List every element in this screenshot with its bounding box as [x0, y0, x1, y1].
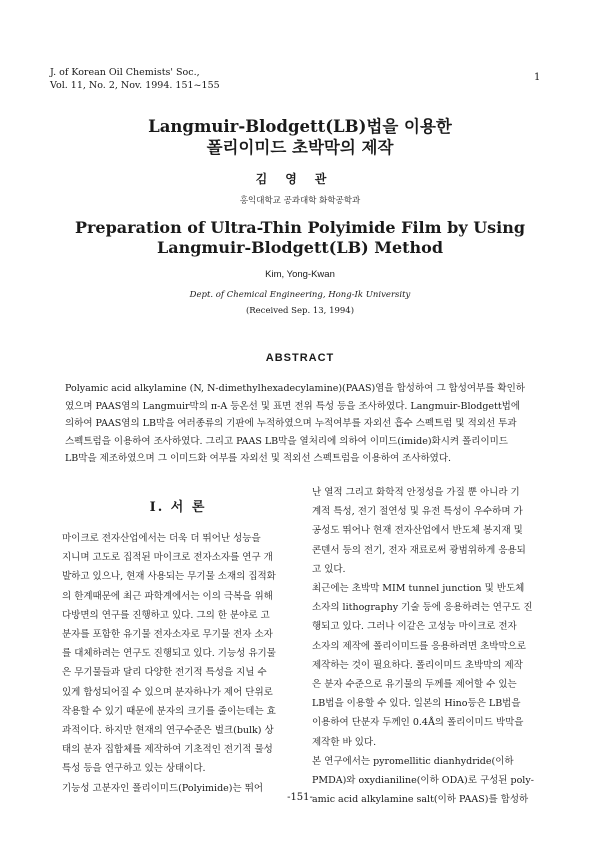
korean-title-line-2: 폴리이미드 초박막의 제작	[206, 138, 394, 157]
body-line: PMDA)와 oxydianiline(이하 ODA)로 구성된 poly-	[312, 775, 534, 787]
body-line: 다방면의 연구를 진행하고 있다. 그의 한 분야로 고	[62, 609, 270, 621]
body-line: 고 있다.	[312, 563, 346, 575]
korean-author: 김영관	[255, 172, 345, 186]
body-line: 분자를 포함한 유기물 전자소자로 무기물 전자 소자	[62, 629, 273, 641]
right-column	[312, 483, 544, 809]
body-line: 은 무기물들과 달리 다양한 전기적 특성을 지닐 수	[62, 667, 267, 679]
abstract-line: 스펙트럼을 이용하여 조사하였다. 그리고 PAAS LB막을 열처리에 의하여 이미드(imide)화시켜 폴리이미드	[65, 435, 508, 447]
english-title-line-1: Preparation of Ultra-Thin Polyimide Film by Using	[74, 218, 526, 237]
body-line: 은 분자 수준으로 유기물의 두께를 제어할 수 있는	[312, 679, 517, 691]
body-line: 발하고 있으나, 현재 사용되는 무기물 소재의 집적화	[62, 571, 276, 583]
body-line: 를 대체하려는 연구도 진행되고 있다. 기능성 유기물	[62, 648, 276, 660]
body-line: 계적 특성, 전기 절연성 및 유전 특성이 우수하며 가	[312, 506, 523, 518]
body-line: 소자의 lithography 기술 등에 응용하려는 연구도 진	[312, 602, 533, 614]
body-line: amic acid alkylamine salt(이하 PAAS)를 합성하	[312, 794, 529, 806]
english-affiliation: Dept. of Chemical Engineering, Hong-Ik University	[189, 290, 411, 300]
korean-title	[0, 116, 600, 158]
abstract-line: 였으며 PAAS염의 Langmuir막의 π-A 등온선 및 표면 전위 특성 등을 조사하였다. Langmuir-Blodgett법에	[65, 400, 521, 412]
section-heading-introduction: I. 서 론	[149, 500, 207, 515]
left-column	[62, 483, 294, 798]
body-line: 이용하여 단분자 두께인 0.4Å의 폴리이미드 박막을	[312, 717, 524, 729]
abstract-line: LB막을 제조하였으며 그 이미드화 여부를 자외선 및 적외선 스펙트럼을 이용하여 조사하였다.	[65, 453, 452, 464]
body-line: 과적이다. 하지만 현재의 연구수준은 벌크(bulk) 상	[62, 725, 274, 737]
body-line: 콘덴서 등의 전기, 전자 재료로써 광범위하게 응용되	[312, 544, 526, 556]
body-line: 지니며 고도로 집적된 마이크로 전자소자를 연구 개	[62, 552, 273, 564]
body-line: 특성 등을 연구하고 있는 상태이다.	[62, 763, 206, 775]
page-number: 1	[534, 72, 541, 83]
footer-page-number: -151-	[287, 792, 313, 803]
abstract-heading: ABSTRACT	[265, 352, 335, 364]
abstract-body	[65, 380, 535, 468]
english-title-line-2: Langmuir-Blodgett(LB) Method	[156, 238, 443, 257]
body-line: 있게 합성되어질 수 있으며 분자하나가 제어 단위로	[62, 686, 273, 698]
body-line: 난 열적 그리고 화학적 안정성을 가질 뿐 아니라 기	[312, 487, 520, 498]
korean-affiliation: 홍익대학교 공과대학 화학공학과	[239, 196, 361, 206]
journal-line-2: Vol. 11, No. 2, Nov. 1994. 151~155	[50, 80, 220, 91]
received-date: (Received Sep. 13, 1994)	[245, 306, 355, 316]
journal-line-1: J. of Korean Oil Chemists' Soc.,	[50, 67, 200, 78]
body-line: 공성도 뛰어나 현재 전자산업에서 반도체 봉지재 및	[312, 525, 523, 537]
abstract-line: Polyamic acid alkylamine (N, N-dimethylhexadecylamine)(PAAS)염을 합성하여 그 합성여부를 확인하	[65, 383, 525, 394]
english-title	[0, 218, 600, 258]
body-line: 제작한 바 있다.	[312, 736, 377, 748]
body-line: 최근에는 초박막 MIM tunnel junction 및 반도체	[312, 583, 525, 595]
english-author: Kim, Yong-Kwan	[265, 269, 335, 280]
body-line: 기능성 고분자인 폴리이미드(Polyimide)는 뛰어	[62, 782, 264, 794]
korean-title-line-1: Langmuir-Blodgett(LB)법을 이용한	[148, 117, 452, 136]
abstract-line: 의하여 PAAS염의 LB막을 여러종류의 기판에 누적하였으며 누적여부를 자외선 흡수 스펙트럼 및 적외선 투과	[65, 418, 517, 429]
body-line: 작용할 수 있기 때문에 분자의 크기를 줄이는데는 효	[62, 705, 276, 717]
body-line: 소자의 제작에 폴리이미드를 응용하려면 초박막으로	[312, 640, 526, 652]
journal-citation	[50, 66, 220, 92]
body-line: 의 한계때문에 최근 파학계에서는 이의 극복을 위해	[62, 590, 273, 602]
body-line: LB법을 이용할 수 있다. 일본의 Hino등은 LB법을	[312, 698, 521, 710]
body-line: 제작하는 것이 필요하다. 폴리이미드 초박막의 제작	[312, 659, 523, 671]
body-line: 태의 분자 집합체를 제작하여 기초적인 전기적 물성	[62, 744, 273, 756]
body-line: 본 연구에서는 pyromellitic dianhydride(이하	[312, 755, 514, 767]
body-line: 행되고 있다. 그러나 이같은 고성능 마이크로 전자	[312, 621, 517, 633]
body-line: 마이크로 전자산업에서는 더욱 더 뛰어난 성능을	[62, 533, 261, 544]
